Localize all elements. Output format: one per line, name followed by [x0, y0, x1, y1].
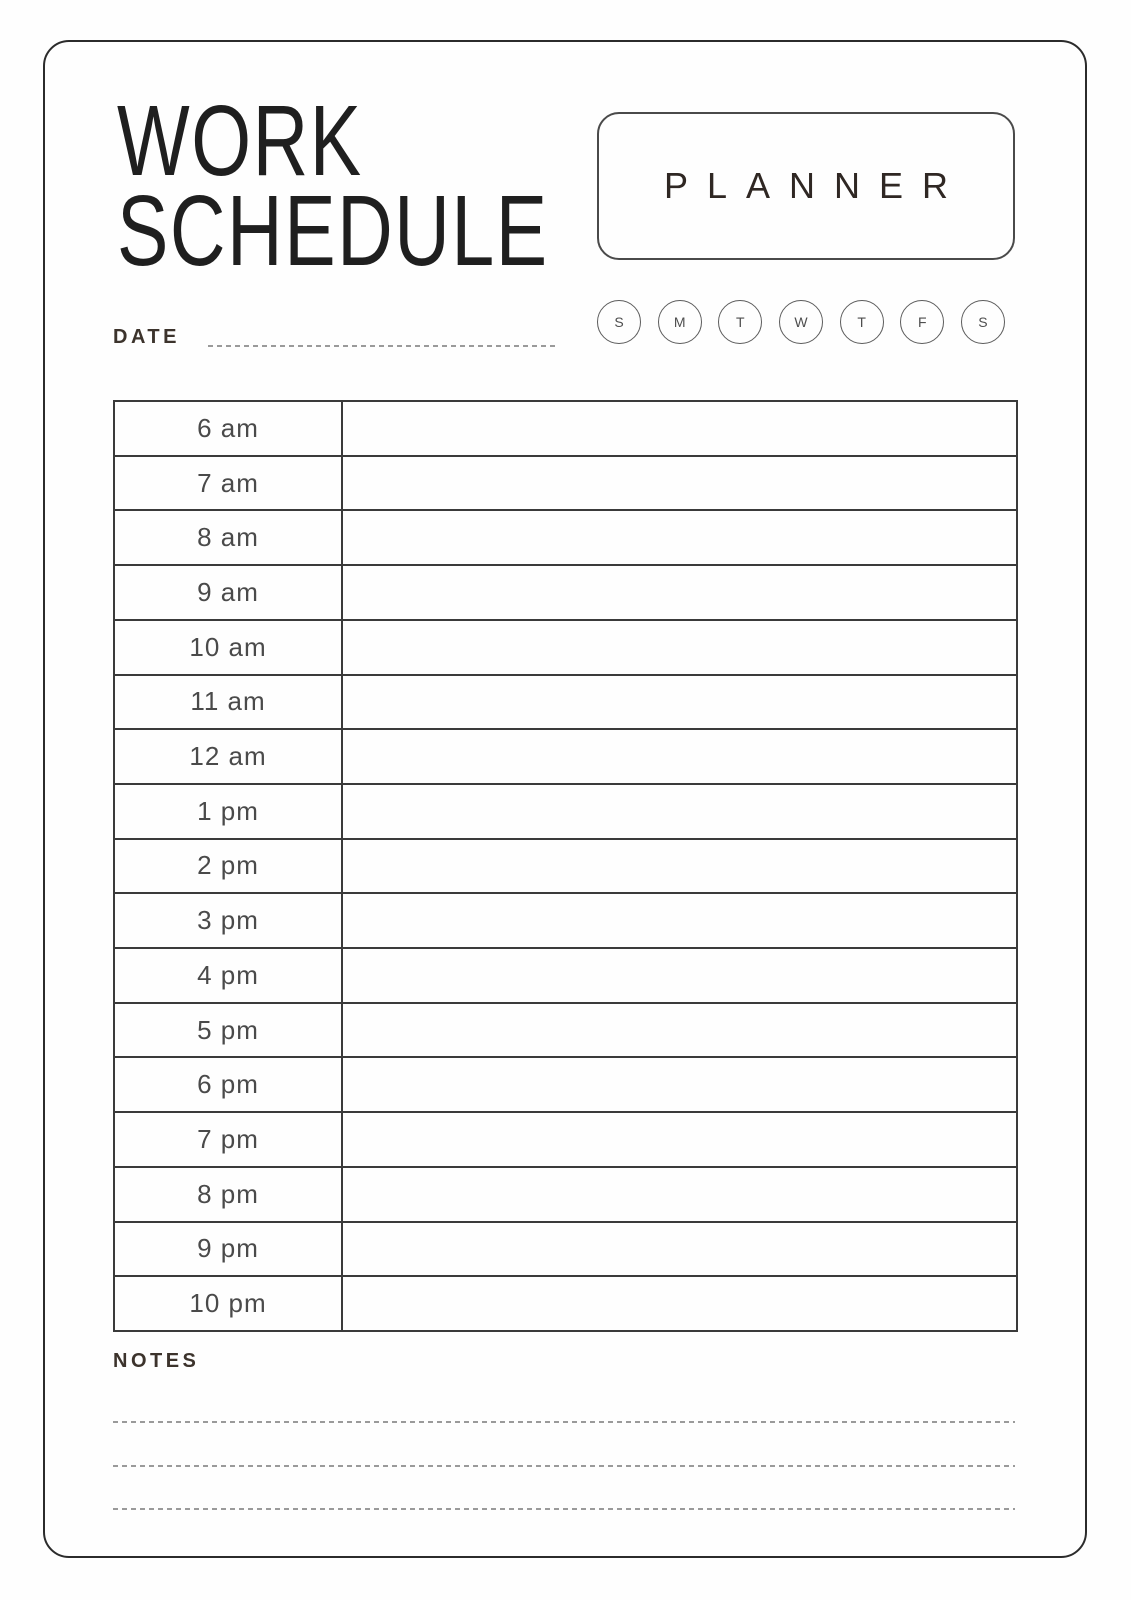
time-label-cell: 7 am: [115, 457, 343, 510]
schedule-entry-cell[interactable]: [343, 730, 1016, 783]
day-letter: T: [736, 314, 745, 330]
date-input-line[interactable]: [208, 345, 555, 347]
time-label-cell: 8 am: [115, 511, 343, 564]
table-row: [115, 676, 1016, 731]
schedule-entry-cell[interactable]: [343, 1223, 1016, 1276]
day-circle-5[interactable]: [900, 300, 944, 344]
day-letter: W: [794, 314, 808, 330]
notes-label: NOTES: [113, 1350, 200, 1372]
schedule-entry-cell[interactable]: [343, 676, 1016, 729]
table-row: [115, 1113, 1016, 1168]
schedule-entry-cell[interactable]: [343, 1113, 1016, 1166]
table-row: [115, 730, 1016, 785]
table-row: [115, 785, 1016, 840]
table-row: [115, 840, 1016, 895]
schedule-entry-cell[interactable]: [343, 511, 1016, 564]
table-row: [115, 566, 1016, 621]
day-circle-0[interactable]: [597, 300, 641, 344]
date-label: DATE: [113, 326, 180, 348]
planner-badge-label: PLANNER: [663, 165, 968, 206]
time-label-cell: 11 am: [115, 676, 343, 729]
date-row: [113, 326, 573, 356]
table-row: [115, 1168, 1016, 1223]
table-row: [115, 457, 1016, 512]
day-letter: F: [918, 314, 927, 330]
table-row: [115, 1004, 1016, 1059]
schedule-entry-cell[interactable]: [343, 949, 1016, 1002]
day-selector: [597, 300, 1005, 344]
time-label-cell: 9 pm: [115, 1223, 343, 1276]
schedule-entry-cell[interactable]: [343, 457, 1016, 510]
time-label-cell: 6 pm: [115, 1058, 343, 1111]
time-label-cell: 4 pm: [115, 949, 343, 1002]
table-row: [115, 1223, 1016, 1278]
table-row: [115, 402, 1016, 457]
page-title-line2: SCHEDULE: [117, 175, 549, 287]
page-title: [117, 85, 549, 287]
table-row: [115, 949, 1016, 1004]
schedule-entry-cell[interactable]: [343, 894, 1016, 947]
time-label-cell: 10 am: [115, 621, 343, 674]
planner-badge: [597, 112, 1015, 260]
time-label-cell: 1 pm: [115, 785, 343, 838]
time-label-cell: 8 pm: [115, 1168, 343, 1221]
day-circle-4[interactable]: [840, 300, 884, 344]
table-row: [115, 1058, 1016, 1113]
day-circle-1[interactable]: [658, 300, 702, 344]
day-letter: M: [673, 314, 686, 330]
time-label-cell: 7 pm: [115, 1113, 343, 1166]
schedule-entry-cell[interactable]: [343, 1277, 1016, 1330]
schedule-entry-cell[interactable]: [343, 566, 1016, 619]
day-letter: S: [614, 314, 624, 330]
schedule-entry-cell[interactable]: [343, 785, 1016, 838]
schedule-entry-cell[interactable]: [343, 1004, 1016, 1057]
time-label-cell: 5 pm: [115, 1004, 343, 1057]
notes-input-line-2[interactable]: [113, 1465, 1015, 1467]
table-row: [115, 894, 1016, 949]
schedule-entry-cell[interactable]: [343, 1058, 1016, 1111]
notes-input-line-1[interactable]: [113, 1421, 1015, 1423]
day-circle-6[interactable]: [961, 300, 1005, 344]
notes-section: [113, 1350, 1015, 1373]
time-label-cell: 6 am: [115, 402, 343, 455]
schedule-entry-cell[interactable]: [343, 1168, 1016, 1221]
table-row: [115, 621, 1016, 676]
day-circle-2[interactable]: [718, 300, 762, 344]
time-label-cell: 10 pm: [115, 1277, 343, 1330]
time-label-cell: 3 pm: [115, 894, 343, 947]
day-letter: S: [978, 314, 988, 330]
schedule-table: [113, 400, 1018, 1332]
day-circle-3[interactable]: [779, 300, 823, 344]
time-label-cell: 12 am: [115, 730, 343, 783]
table-row: [115, 1277, 1016, 1330]
table-row: [115, 511, 1016, 566]
schedule-entry-cell[interactable]: [343, 621, 1016, 674]
day-letter: T: [857, 314, 866, 330]
schedule-entry-cell[interactable]: [343, 840, 1016, 893]
time-label-cell: 9 am: [115, 566, 343, 619]
time-label-cell: 2 pm: [115, 840, 343, 893]
schedule-entry-cell[interactable]: [343, 402, 1016, 455]
notes-input-line-3[interactable]: [113, 1508, 1015, 1510]
page-title-line1: WORK: [117, 85, 363, 197]
